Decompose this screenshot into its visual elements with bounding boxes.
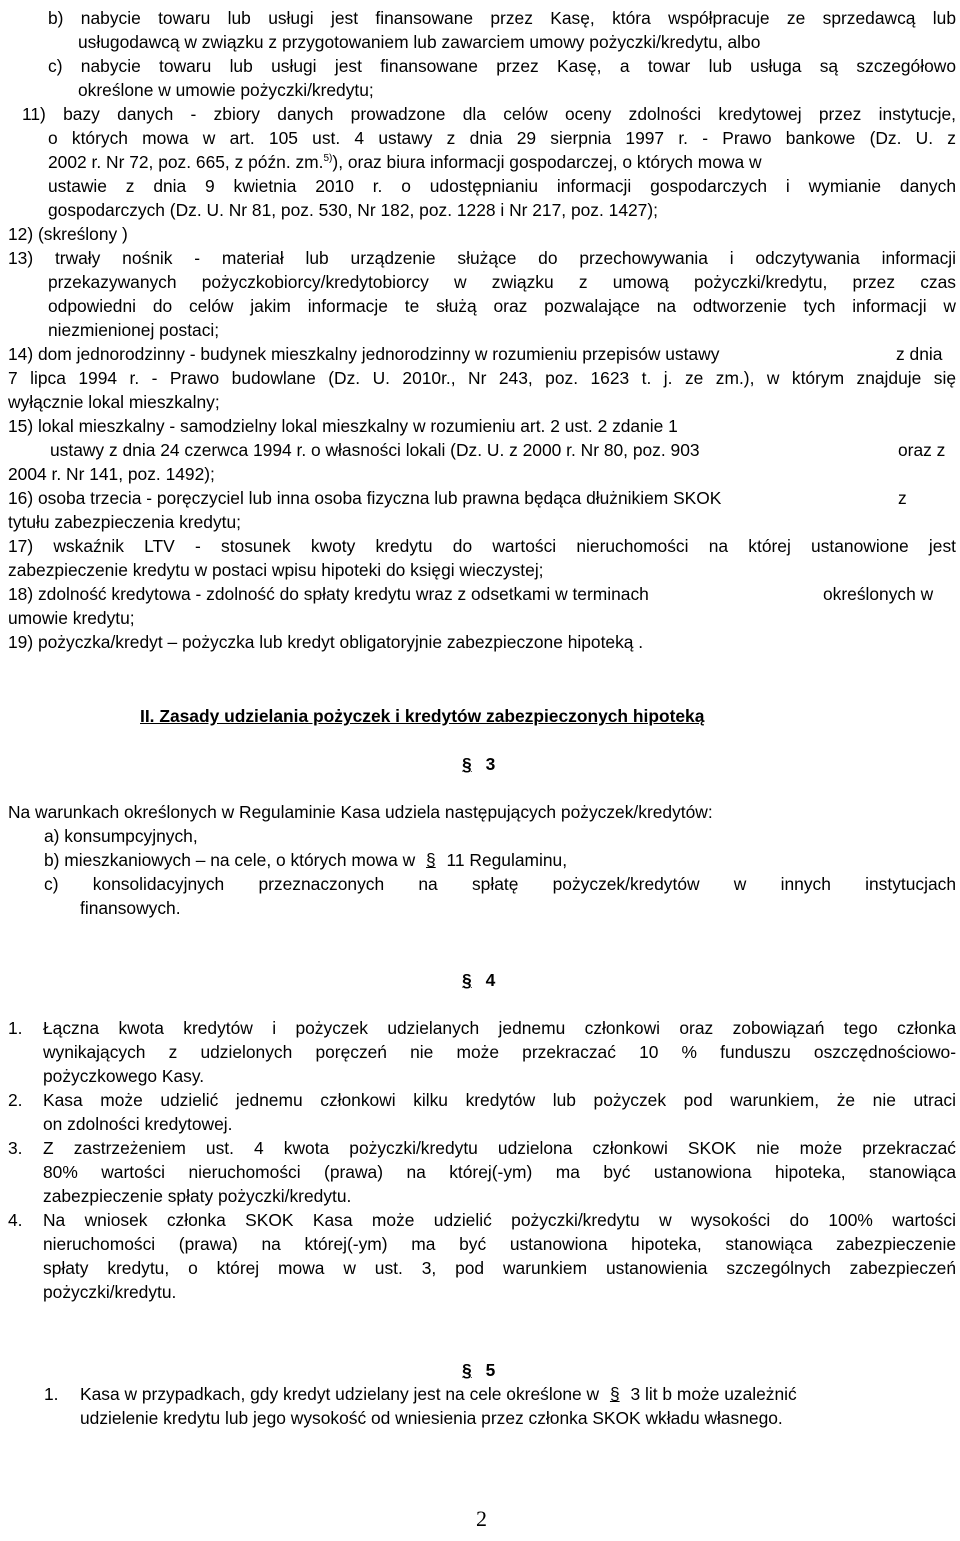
section-sign: § [426,850,436,870]
section-number: 5 [485,1360,496,1380]
section-heading [462,1358,495,1382]
text-line: o których mowa w art. 105 ust. 4 ustawy z dnia 29 sierpnia 1997 r. - Prawo bankowe (Dz. U. z [48,128,956,148]
page-number: 2 [476,1506,487,1531]
text-line: tytułu zabezpieczenia kredytu; [8,512,241,532]
text-line: określone w umowie pożyczki/kredytu; [78,80,374,100]
list-number: 1. [44,1384,59,1404]
text-run: Kasa w przypadkach, gdy kredyt udzielany jest na cele określone w [80,1384,600,1404]
text-line: ustawie z dnia 9 kwietnia 2010 r. o udostępnianiu informacji gospodarczych i wymianie danych [48,176,956,196]
text-line: 2004 r. Nr 141, poz. 1492); [8,464,215,484]
text-line: a) konsumpcyjnych, [44,826,198,846]
text-run: 3 lit b może uzależnić [630,1384,797,1404]
text-line: zabezpieczenie spłaty pożyczki/kredytu. [43,1186,352,1206]
section-number: 3 [485,754,496,774]
text-line: z [898,488,907,508]
text-line [48,150,956,174]
text-line: 11) bazy danych - zbiory danych prowadzone dla celów oceny zdolności kredytowej przez instytucje, [22,104,956,124]
text-run: 2002 r. Nr 72, poz. 665, z późn. zm. [48,152,324,172]
text-run: 11 Regulaminu, [446,850,568,870]
list-number: 2. [8,1090,23,1110]
section-heading [462,752,495,776]
text-line: wyłącznie lokal mieszkalny; [8,392,220,412]
text-line: określonych w [823,584,934,604]
text-line: 13) trwały nośnik - materiał lub urządzenie służące do przechowywania i odczytywania informacji [8,248,956,268]
section-number: 4 [485,970,496,990]
text-line: wynikających z udzielonych poręczeń nie może przekraczać 10 % funduszu oszczędnościowo- [43,1042,956,1062]
text-line: c) konsolidacyjnych przeznaczonych na spłatę pożyczek/kredytów w innych instytucjach [44,874,956,894]
text-line: Na warunkach określonych w Regulaminie Kasa udziela następujących pożyczek/kredytów: [8,802,713,822]
text-line: c) nabycie towaru lub usługi jest finansowane przez Kasę, a towar lub usługa są szczegółowo [48,56,956,76]
text-line: finansowych. [80,898,181,918]
text-line: Łączna kwota kredytów i pożyczek udzielanych jednemu członkowi oraz zobowiązań tego członka [43,1018,956,1038]
chapter-heading: II. Zasady udzielania pożyczek i kredytów zabezpieczonych hipoteką [140,706,705,726]
section-sign: § [609,1384,620,1404]
list-number: 1. [8,1018,23,1038]
text-line: gospodarczych (Dz. U. Nr 81, poz. 530, Nr 182, poz. 1228 i Nr 217, poz. 1427); [48,200,658,220]
text-line [44,848,567,872]
text-line: oraz z [898,440,946,460]
text-line: umowie kredytu; [8,608,135,628]
text-line: usługodawcą w związku z przygotowaniem lub zawarciem umowy pożyczki/kredytu, albo [78,32,761,52]
text-line: ustawy z dnia 24 czerwca 1994 r. o własności lokali (Dz. U. z 2000 r. Nr 80, poz. 903 [50,440,700,460]
text-line: spłaty kredytu, o której mowa w ust. 3, pod warunkiem ustanowienia szczególnych zabezpieczeń [43,1258,956,1278]
text-line: Z zastrzeżeniem ust. 4 kwota pożyczki/kredytu udzielona członkowi SKOK nie może przekraczać [43,1138,956,1158]
text-line: 16) osoba trzecia - poręczyciel lub inna osoba fizyczna lub prawna będąca dłużnikiem SKOK [8,488,722,508]
text-line: zabezpieczenie kredytu w postaci wpisu hipoteki do księgi wieczystej; [8,560,544,580]
list-number: 4. [8,1210,23,1230]
text-line: b) nabycie towaru lub usługi jest finansowane przez Kasę, która współpracuje ze sprzedawcą lub [48,8,956,28]
text-line: 14) dom jednorodzinny - budynek mieszkalny jednorodzinny w rozumieniu przepisów ustawy [8,344,720,364]
text-line: Na wniosek członka SKOK Kasa może udzielić pożyczki/kredytu w wysokości do 100% wartości [43,1210,956,1230]
text-line: pożyczki/kredytu. [43,1282,177,1302]
text-line: 80% wartości nieruchomości (prawa) na której(-ym) ma być ustanowiona hipoteka, stanowiąca [43,1162,956,1182]
text-line: nieruchomości (prawa) na której(-ym) ma być ustanowiona hipoteka, stanowiąca zabezpieczenie [43,1234,956,1254]
section-sign: § [462,970,472,990]
text-line: niezmienionej postaci; [48,320,220,340]
text-line: 7 lipca 1994 r. - Prawo budowlane (Dz. U. 2010r., Nr 243, poz. 1623 t. j. ze zm.), w którym znajduje się [8,368,956,388]
text-line: z dnia [896,344,943,364]
text-line: Kasa może udzielić jednemu członkowi kilku kredytów lub pożyczek pod warunkiem, że nie utraci [43,1090,956,1110]
text-line: udzielenie kredytu lub jego wysokość od wniesienia przez członka SKOK wkładu własnego. [80,1408,783,1428]
text-line: 15) lokal mieszkalny - samodzielny lokal mieszkalny w rozumieniu art. 2 ust. 2 zdanie 1 [8,416,678,436]
text-run: b) mieszkaniowych – na cele, o których mowa w [44,850,416,870]
text-line: 12) (skreślony ) [8,224,128,244]
text-line: on zdolności kredytowej. [43,1114,233,1134]
text-line: przekazywanych pożyczkobiorcy/kredytobiorcy w związku z umową pożyczki/kredytu, przez czas [48,272,956,292]
list-number: 3. [8,1138,23,1158]
text-line: 19) pożyczka/kredyt – pożyczka lub kredyt obligatoryjnie zabezpieczone hipoteką . [8,632,644,652]
section-heading [462,968,495,992]
text-line [80,1382,956,1406]
text-run: ), oraz biura informacji gospodarczej, o których mowa w [332,152,762,172]
text-line: odpowiedni do celów jakim informacje te służą oraz pozwalające na odtworzenie tych informacji w [48,296,956,316]
text-line: 17) wskaźnik LTV - stosunek kwoty kredytu do wartości nieruchomości na której ustanowione jest [8,536,956,556]
section-sign: § [462,754,472,774]
text-line: pożyczkowego Kasy. [43,1066,205,1086]
footnote-ref: 5) [323,153,333,165]
text-line: 18) zdolność kredytowa - zdolność do spłaty kredytu wraz z odsetkami w terminach [8,584,649,604]
section-sign: § [462,1360,472,1380]
